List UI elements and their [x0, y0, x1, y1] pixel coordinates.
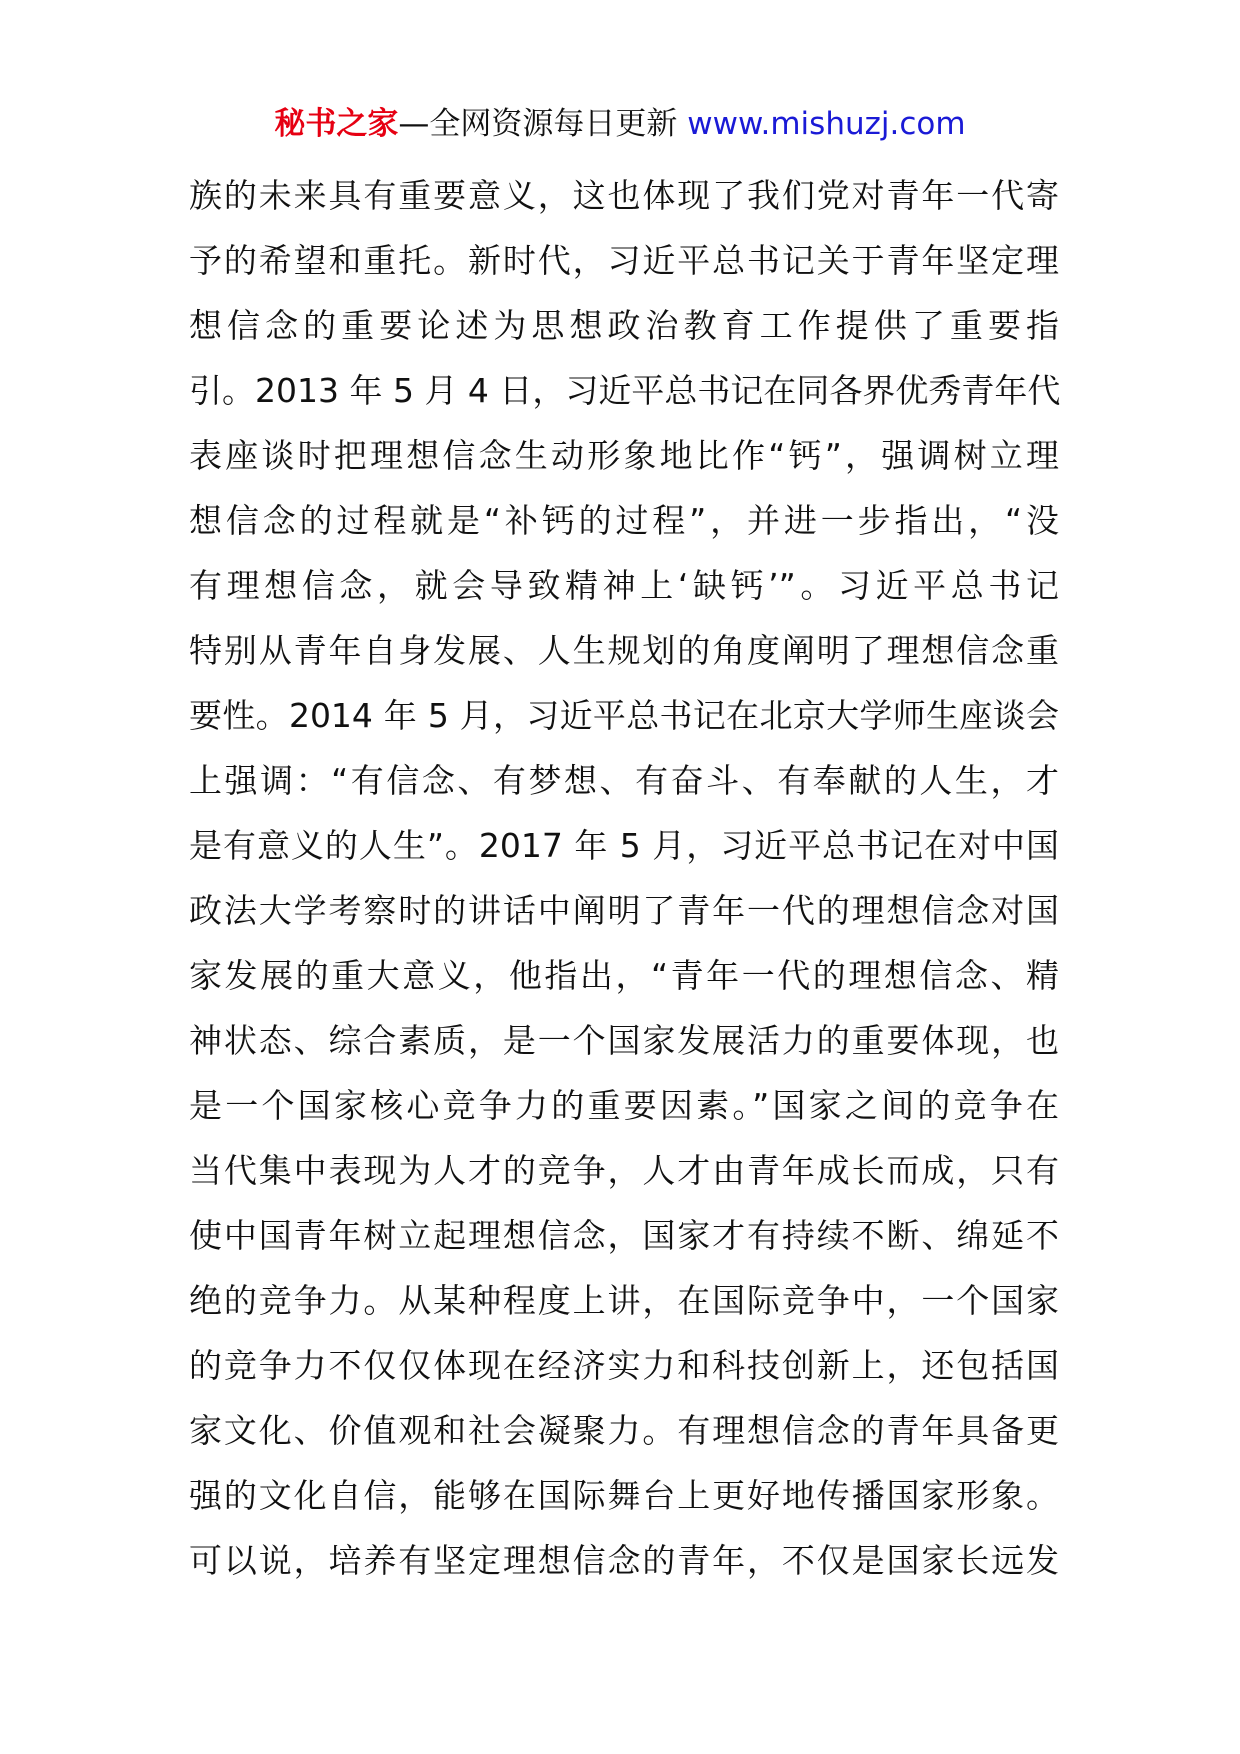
- text-line: 是一个国家核心竞争力的重要因素。”国家之间的竞争在: [189, 1086, 1059, 1125]
- text-line: 政法大学考察时的讲话中阐明了青年一代的理想信念对国: [189, 891, 1059, 930]
- text-line: 族的未来具有重要意义，这也体现了我们党对青年一代寄: [189, 176, 1059, 215]
- text-line: 神状态、综合素质，是一个国家发展活力的重要体现，也: [189, 1021, 1059, 1060]
- site-url-link[interactable]: www.mishuzj.com: [687, 106, 966, 142]
- text-line: 予的希望和重托。新时代，习近平总书记关于青年坚定理: [189, 241, 1059, 280]
- text-line: 强的文化自信，能够在国际舞台上更好地传播国家形象。: [189, 1476, 1059, 1515]
- text-line: 引。2013 年 5 月 4 日，习近平总书记在同各界优秀青年代: [189, 371, 1061, 410]
- text-line: 的竞争力不仅仅体现在经济实力和科技创新上，还包括国: [189, 1346, 1059, 1385]
- text-line: 当代集中表现为人才的竞争，人才由青年成长而成，只有: [189, 1151, 1059, 1190]
- text-line: 特别从青年自身发展、人生规划的角度阐明了理想信念重: [189, 631, 1059, 670]
- document-body: [189, 163, 1059, 1593]
- text-line: 有理想信念，就会导致精神上‘缺钙’”。习近平总书记: [189, 566, 1059, 605]
- text-line: 表座谈时把理想信念生动形象地比作“钙”，强调树立理: [189, 436, 1059, 475]
- text-line: 家文化、价值观和社会凝聚力。有理想信念的青年具备更: [189, 1411, 1059, 1450]
- text-line: 可以说，培养有坚定理想信念的青年，不仅是国家长远发: [189, 1541, 1059, 1580]
- brand-name: 秘书之家: [274, 106, 399, 142]
- text-line: 要性。2014 年 5 月，习近平总书记在北京大学师生座谈会: [189, 696, 1059, 735]
- text-line: 想信念的过程就是“补钙的过程”，并进一步指出，“没: [189, 501, 1059, 540]
- text-line: 是有意义的人生”。2017 年 5 月，习近平总书记在对中国: [189, 826, 1059, 865]
- page-header: [0, 104, 1240, 144]
- text-line: 使中国青年树立起理想信念，国家才有持续不断、绵延不: [189, 1216, 1059, 1255]
- header-tagline: —全网资源每日更新: [398, 106, 678, 142]
- text-line: 绝的竞争力。从某种程度上讲，在国际竞争中，一个国家: [189, 1281, 1059, 1320]
- text-line: 家发展的重大意义，他指出，“青年一代的理想信念、精: [189, 956, 1059, 995]
- text-line: 想信念的重要论述为思想政治教育工作提供了重要指: [189, 306, 1059, 345]
- text-line: 上强调：“有信念、有梦想、有奋斗、有奉献的人生，才: [189, 761, 1059, 800]
